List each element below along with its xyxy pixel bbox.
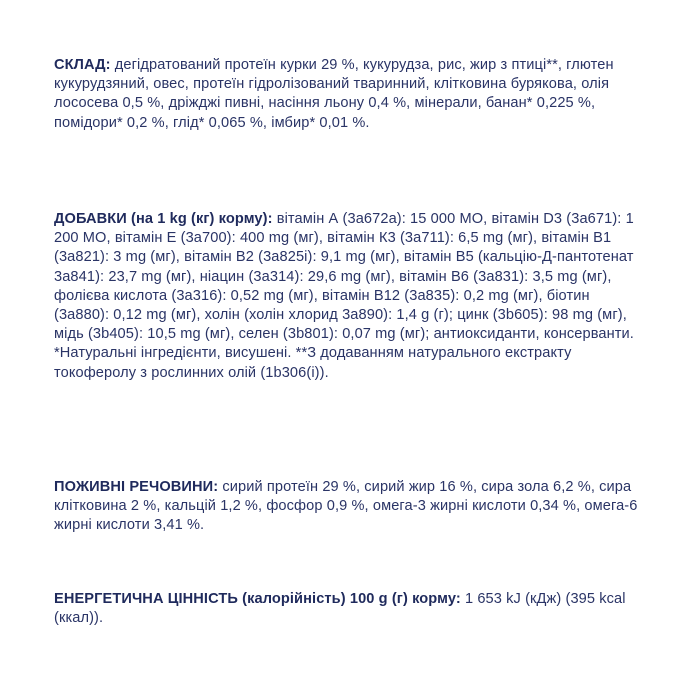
composition-text: дегідратований протеїн курки 29 %, кукурудза, рис, жир з птиці**, глютен кукурудзяний, овес, протеїн гідролізований тваринний, клітковина бурякова, олія лососева 0,5 %, дріжджі пивні, насіння льону 0,4 %, мінерали, банан* 0,225 %, помідори* 0,2 %, глід* 0,065 %, імбир* 0,01 %. — [54, 57, 614, 131]
energy-text: 1 653 kJ (кДж) (395 kcal (ккал)). — [54, 591, 626, 627]
energy-label: ЕНЕРГЕТИЧНА ЦІННІСТЬ (калорійність) 100 g (г) корму: — [54, 591, 461, 607]
nutrients-paragraph — [54, 478, 644, 536]
composition-paragraph — [54, 56, 644, 133]
nutrients-text: сирий протеїн 29 %, сирий жир 16 %, сира зола 6,2 %, сира клітковина 2 %, кальцій 1,2 %, фосфор 0,9 %, омега-3 жирні кислоти 0,34 %, омега-6 жирні кислоти 3,41 %. — [54, 479, 638, 534]
additives-paragraph — [54, 210, 644, 383]
additives-text: вітамін А (3а672а): 15 000 МО, вітамін D3 (3а671): 1 200 МО, вітамін Е (3а700): 400 mg (мг), вітамін К3 (3а711): 6,5 mg (мг), вітамін В1 (3а821): 3 mg (мг), вітамін В2 (3а825і): 9,1 mg (мг), вітамін В5 (кальцію-Д-пантотенат 3а841): 23,7 mg (мг), ніацин (3а314): 29,6 mg (мг), вітамін В6 (3а831): 3,5 mg (мг), фолієва кислота (3а316): 0,52 mg (мг), вітамін В12 (3а835): 0,2 mg (мг), біотин (3а880): 0,12 mg (мг), холін (холін хлорид 3а890): 1,4 g (г); цинк (3b605): 98 mg (мг), мідь (3b405): 10,5 mg (мг), селен (3b801): 0,07 mg (мг); антиоксиданти, консерванти. *Натуральні інгредієнти, висушені. **З додаванням натурального екстракту токоферолу з рослинних олій (1b306(і)). — [54, 211, 634, 381]
energy-paragraph — [54, 590, 644, 628]
composition-label: СКЛАД: — [54, 57, 111, 73]
nutrients-label: ПОЖИВНІ РЕЧОВИНИ: — [54, 479, 219, 495]
additives-label: ДОБАВКИ (на 1 kg (кг) корму): — [54, 211, 273, 227]
